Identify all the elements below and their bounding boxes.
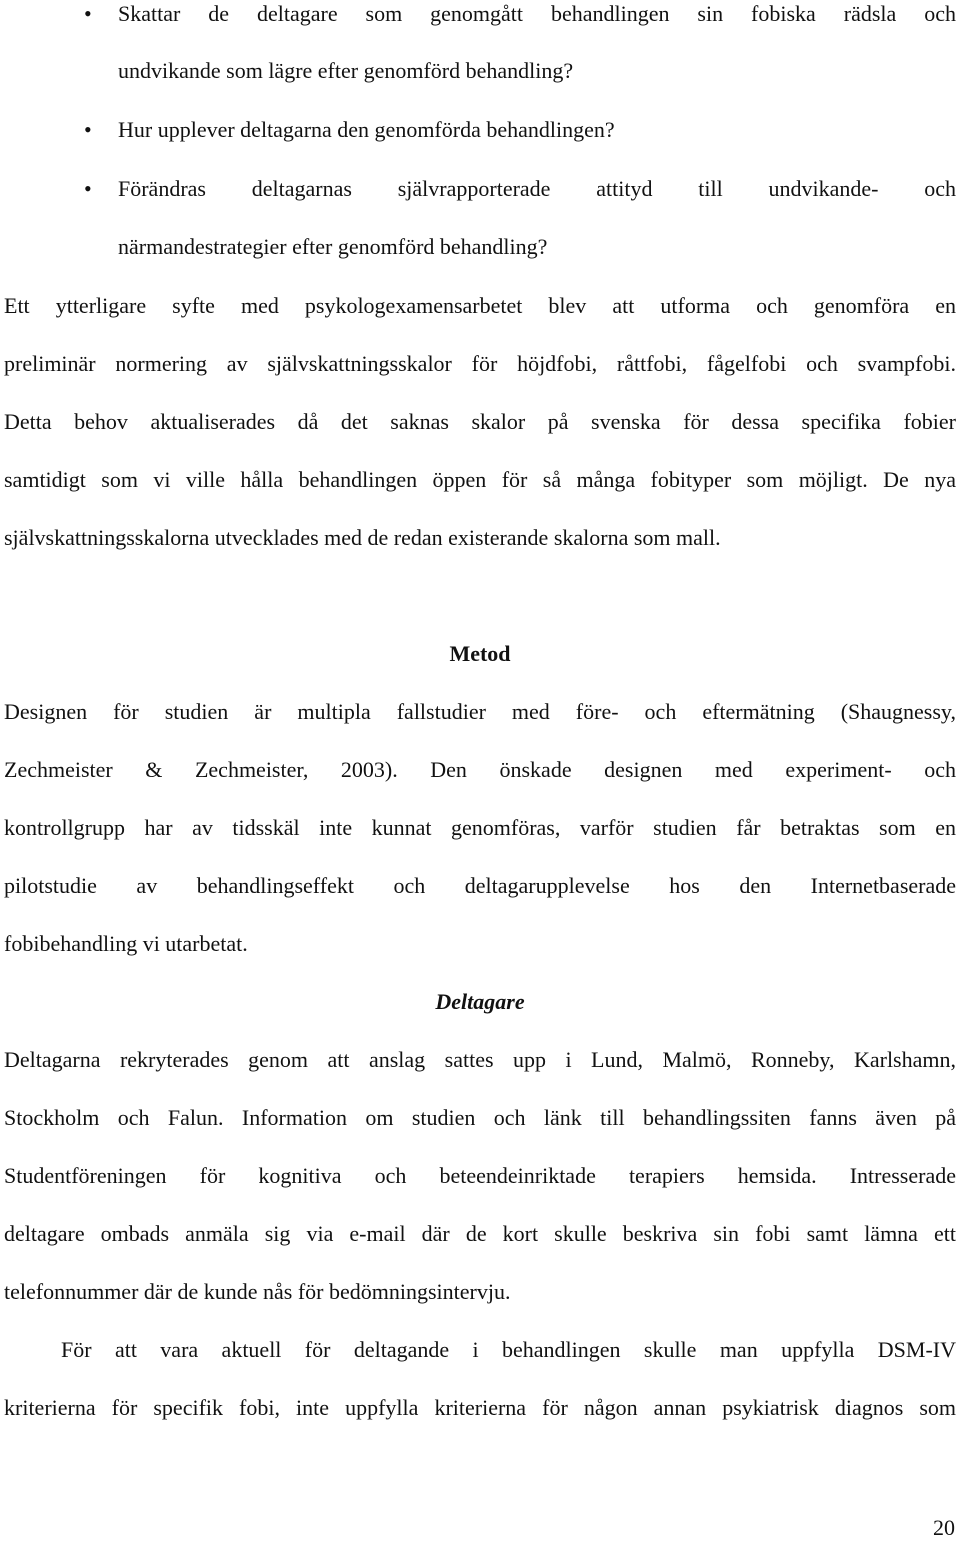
paragraph-line: deltagare ombads anmäla sig via e-mail där de kort skulle beskriva sin fobi samt lämna ett: [4, 1221, 956, 1246]
list-item-line: Hur upplever deltagarna den genomförda behandlingen?: [118, 117, 615, 142]
paragraph-line: Designen för studien är multipla fallstudier med före- och eftermätning (Shaugnessy,: [4, 699, 956, 724]
paragraph-line: självskattningsskalorna utvecklades med de redan existerande skalorna som mall.: [4, 525, 721, 550]
paragraph-line: För att vara aktuell för deltagande i behandlingen skulle man uppfylla DSM-IV: [61, 1337, 956, 1362]
paragraph-line: Deltagarna rekryterades genom att anslag sattes upp i Lund, Malmö, Ronneby, Karlshamn,: [4, 1047, 956, 1072]
paragraph-line: Ett ytterligare syfte med psykologexamensarbetet blev att utforma och genomföra en: [4, 293, 956, 318]
section-heading-metod: Metod: [449, 641, 511, 666]
paragraph-line: Stockholm och Falun. Information om studien och länk till behandlingssiten fanns även på: [4, 1105, 956, 1130]
paragraph-line: kriterierna för specifik fobi, inte uppfylla kriterierna för någon annan psykiatrisk diagnos som: [4, 1395, 956, 1420]
bullet-marker: •: [84, 176, 92, 201]
list-item-line: undvikande som lägre efter genomförd behandling?: [118, 58, 574, 83]
paragraph-line: preliminär normering av självskattningsskalor för höjdfobi, råttfobi, fågelfobi och svampfobi.: [4, 351, 956, 376]
paragraph-line: Studentföreningen för kognitiva och beteendeinriktade terapiers hemsida. Intresserade: [4, 1163, 956, 1188]
paragraph-line: fobibehandling vi utarbetat.: [4, 931, 248, 956]
paragraph-line: pilotstudie av behandlingseffekt och deltagarupplevelse hos den Internetbaserade: [4, 873, 956, 898]
paragraph-line: Detta behov aktualiserades då det saknas skalor på svenska för dessa specifika fobier: [4, 409, 956, 434]
page-number: 20: [933, 1515, 955, 1540]
paragraph-line: kontrollgrupp har av tidsskäl inte kunnat genomföras, varför studien får betraktas som en: [4, 815, 956, 840]
bullet-marker: •: [84, 1, 92, 26]
list-item-line: Skattar de deltagare som genomgått behandlingen sin fobiska rädsla och: [118, 1, 956, 26]
section-heading-deltagare: Deltagare: [435, 989, 525, 1014]
bullet-marker: •: [84, 117, 92, 142]
list-item-line: Förändras deltagarnas självrapporterade attityd till undvikande- och: [118, 176, 956, 201]
list-item-line: närmandestrategier efter genomförd behandling?: [118, 234, 548, 259]
paragraph-line: Zechmeister & Zechmeister, 2003). Den önskade designen med experiment- och: [4, 757, 956, 782]
paragraph-line: telefonnummer där de kunde nås för bedömningsintervju.: [4, 1279, 511, 1304]
paragraph-line: samtidigt som vi ville hålla behandlingen öppen för så många fobityper som möjligt. De nya: [4, 467, 956, 492]
